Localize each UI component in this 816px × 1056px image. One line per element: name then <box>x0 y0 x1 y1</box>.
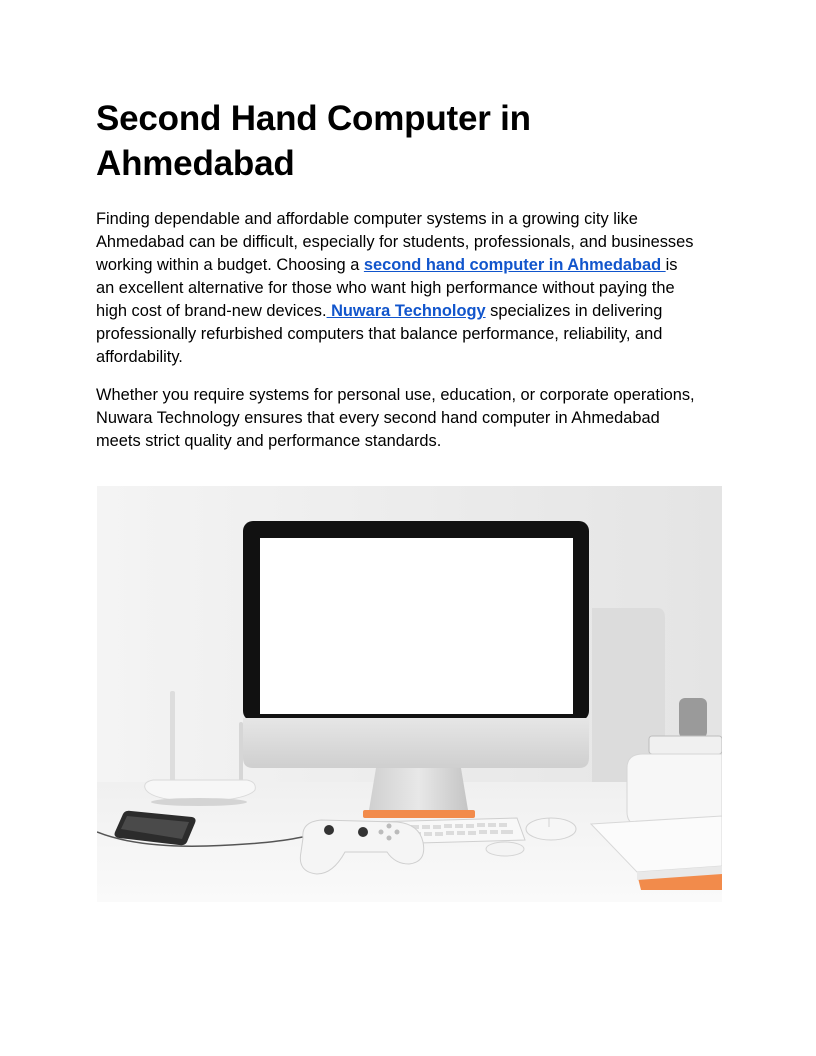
intro-text-1: Finding dependable and affordable computer systems in a growing city like Ahmedabad can be difficult, especially for students, professionals, and businesses working within a budget. Choosing a <box>96 210 694 274</box>
intro-paragraph <box>96 208 696 369</box>
intro-text-3: specializes in delivering professionally refurbished computers that balance performance, reliability, and affordability. <box>96 302 663 366</box>
second-hand-computer-link[interactable]: second hand computer in Ahmedabad <box>363 256 666 274</box>
computer-desk-image <box>97 486 722 902</box>
quality-paragraph: Whether you require systems for personal use, education, or corporate operations, Nuwara Technology ensures that every second hand computer in Ahmedabad meets strict quality and performance standards. <box>96 386 695 450</box>
intro-text-2: is an excellent alternative for those who want high performance without paying the high cost of brand-new devices. <box>96 256 678 320</box>
document-body <box>96 96 696 453</box>
page-title: Second Hand Computer in Ahmedabad <box>96 99 531 183</box>
computer-desk-illustration <box>97 486 722 902</box>
mouse <box>526 818 576 840</box>
nuwara-technology-link[interactable]: Nuwara Technology <box>326 302 486 320</box>
